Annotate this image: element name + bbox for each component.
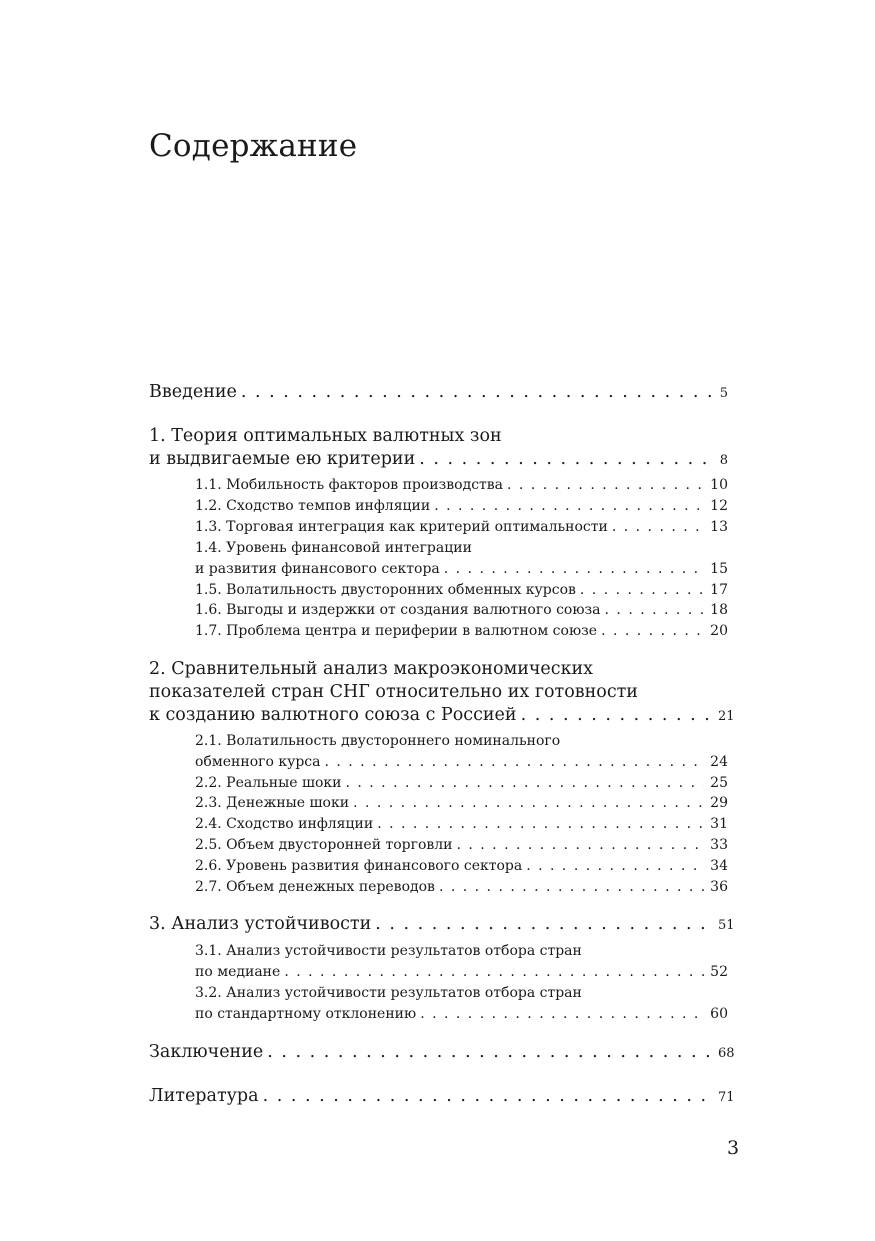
- toc-page-number: 71: [718, 1090, 735, 1105]
- toc-entry-1-7[interactable]: [195, 623, 728, 639]
- toc-entry-1-3[interactable]: [195, 519, 728, 535]
- toc-entry-2-1[interactable]: [195, 754, 728, 770]
- toc-page-number: 25: [710, 775, 728, 791]
- toc-page-number: 17: [710, 582, 728, 598]
- toc-chapter-1-line1[interactable]: 1. Теория оптимальных валютных зон: [149, 426, 502, 446]
- toc-entry-title: по медиане: [195, 964, 281, 980]
- toc-entry-title: 1.3. Торговая интеграция как критерий оптимальности: [195, 519, 608, 535]
- dot-leader: [526, 858, 704, 874]
- toc-entry-literature[interactable]: [149, 1086, 735, 1106]
- dot-leader: [580, 582, 704, 598]
- dot-leader: [439, 879, 704, 895]
- toc-page-number: 33: [710, 837, 728, 853]
- toc-entry-title: 3. Анализ устойчивости: [149, 914, 372, 934]
- dot-leader: [375, 914, 714, 934]
- toc-entry-title: 2.2. Реальные шоки: [195, 775, 342, 791]
- toc-page-number: 36: [710, 879, 728, 895]
- dot-leader: [241, 382, 714, 402]
- toc-page-number: 68: [718, 1046, 735, 1061]
- toc-entry-conclusion[interactable]: [149, 1042, 735, 1062]
- toc-entry-title: и выдвигаемые ею критерии: [149, 449, 416, 469]
- toc-entry-title: 1.5. Волатильность двусторонних обменных курсов: [195, 582, 576, 598]
- dot-leader: [420, 1006, 704, 1022]
- toc-entry-1-2[interactable]: [195, 498, 728, 514]
- dot-leader: [267, 1042, 714, 1062]
- toc-entry-2-3[interactable]: [195, 795, 728, 811]
- toc-page-number: 51: [718, 918, 735, 933]
- dot-leader: [284, 964, 704, 980]
- toc-entry-title: обменного курса: [195, 754, 321, 770]
- dot-leader: [419, 449, 714, 469]
- page-number: 3: [727, 1137, 740, 1159]
- toc-page-number: 29: [710, 795, 728, 811]
- toc-entry-title: 2.4. Сходство инфляции: [195, 816, 374, 832]
- toc-page-number: 20: [710, 623, 728, 639]
- toc-page-number: 34: [710, 858, 728, 874]
- toc-chapter-2-line2[interactable]: показателей стран СНГ относительно их готовности: [149, 682, 638, 702]
- toc-entry-intro[interactable]: [149, 382, 728, 402]
- dot-leader: [353, 795, 704, 811]
- toc-chapter-2-line1[interactable]: 2. Сравнительный анализ макроэкономических: [149, 659, 594, 679]
- dot-leader: [605, 602, 704, 618]
- dot-leader: [263, 1086, 714, 1106]
- dot-leader: [456, 837, 704, 853]
- toc-entry-1-5[interactable]: [195, 582, 728, 598]
- dot-leader: [345, 775, 704, 791]
- toc-entry-1-6[interactable]: [195, 602, 728, 618]
- toc-entry-2-2[interactable]: [195, 775, 728, 791]
- toc-page-number: 31: [710, 816, 728, 832]
- toc-page-number: 10: [710, 477, 728, 493]
- toc-page-number: 60: [710, 1006, 728, 1022]
- toc-entry-1-4[interactable]: [195, 561, 728, 577]
- dot-leader: [521, 705, 714, 725]
- toc-entry-title: 2.7. Объем денежных переводов: [195, 879, 435, 895]
- toc-page-number: 8: [719, 453, 728, 468]
- toc-page-number: 12: [710, 498, 728, 514]
- toc-entry-2-1-line1[interactable]: 2.1. Волатильность двустороннего номинального: [195, 733, 561, 749]
- toc-page-number: 5: [719, 386, 728, 401]
- toc-entry-title: Литература: [149, 1086, 259, 1106]
- dot-leader: [434, 498, 704, 514]
- toc-entry-3-1-line1[interactable]: 3.1. Анализ устойчивости результатов отбора стран: [195, 943, 582, 959]
- toc-entry-title: 1.1. Мобильность факторов производства: [195, 477, 504, 493]
- toc-page-number: 13: [710, 519, 728, 535]
- toc-entry-1-4-line1[interactable]: 1.4. Уровень финансовой интеграции: [195, 540, 472, 556]
- toc-entry-title: по стандартному отклонению: [195, 1006, 417, 1022]
- toc-entry-title: 1.2. Сходство темпов инфляции: [195, 498, 431, 514]
- toc-page-number: 21: [718, 709, 735, 724]
- dot-leader: [601, 623, 704, 639]
- toc-page-number: 18: [710, 602, 728, 618]
- toc-entry-2-7[interactable]: [195, 879, 728, 895]
- toc-entry-2-6[interactable]: [195, 858, 728, 874]
- page-title: Содержание: [149, 128, 358, 164]
- toc-entry-title: и развития финансового сектора: [195, 561, 440, 577]
- toc-entry-title: 2.5. Объем двусторонней торговли: [195, 837, 453, 853]
- toc-entry-title: 2.3. Денежные шоки: [195, 795, 350, 811]
- toc-entry-3-2[interactable]: [195, 1006, 728, 1022]
- toc-entry-3-2-line1[interactable]: 3.2. Анализ устойчивости результатов отбора стран: [195, 985, 582, 1001]
- toc-entry-title: к созданию валютного союза с Россией: [149, 705, 517, 725]
- dot-leader: [507, 477, 704, 493]
- toc-entry-ch1[interactable]: [149, 449, 728, 469]
- toc-page-number: 52: [710, 964, 728, 980]
- toc-page-number: 15: [710, 561, 728, 577]
- toc-entry-2-5[interactable]: [195, 837, 728, 853]
- toc-entry-title: 1.7. Проблема центра и периферии в валютном союзе: [195, 623, 598, 639]
- toc-entry-ch3[interactable]: [149, 914, 735, 934]
- toc-entry-ch2[interactable]: [149, 705, 735, 725]
- toc-entry-title: Введение: [149, 382, 237, 402]
- dot-leader: [377, 816, 704, 832]
- toc-entry-1-1[interactable]: [195, 477, 728, 493]
- toc-page-number: 24: [710, 754, 728, 770]
- toc-entry-3-1[interactable]: [195, 964, 728, 980]
- toc-entry-title: 1.6. Выгоды и издержки от создания валютного союза: [195, 602, 601, 618]
- toc-entry-2-4[interactable]: [195, 816, 728, 832]
- dot-leader: [324, 754, 704, 770]
- toc-entry-title: Заключение: [149, 1042, 264, 1062]
- dot-leader: [444, 561, 704, 577]
- dot-leader: [612, 519, 704, 535]
- toc-entry-title: 2.6. Уровень развития финансового сектора: [195, 858, 523, 874]
